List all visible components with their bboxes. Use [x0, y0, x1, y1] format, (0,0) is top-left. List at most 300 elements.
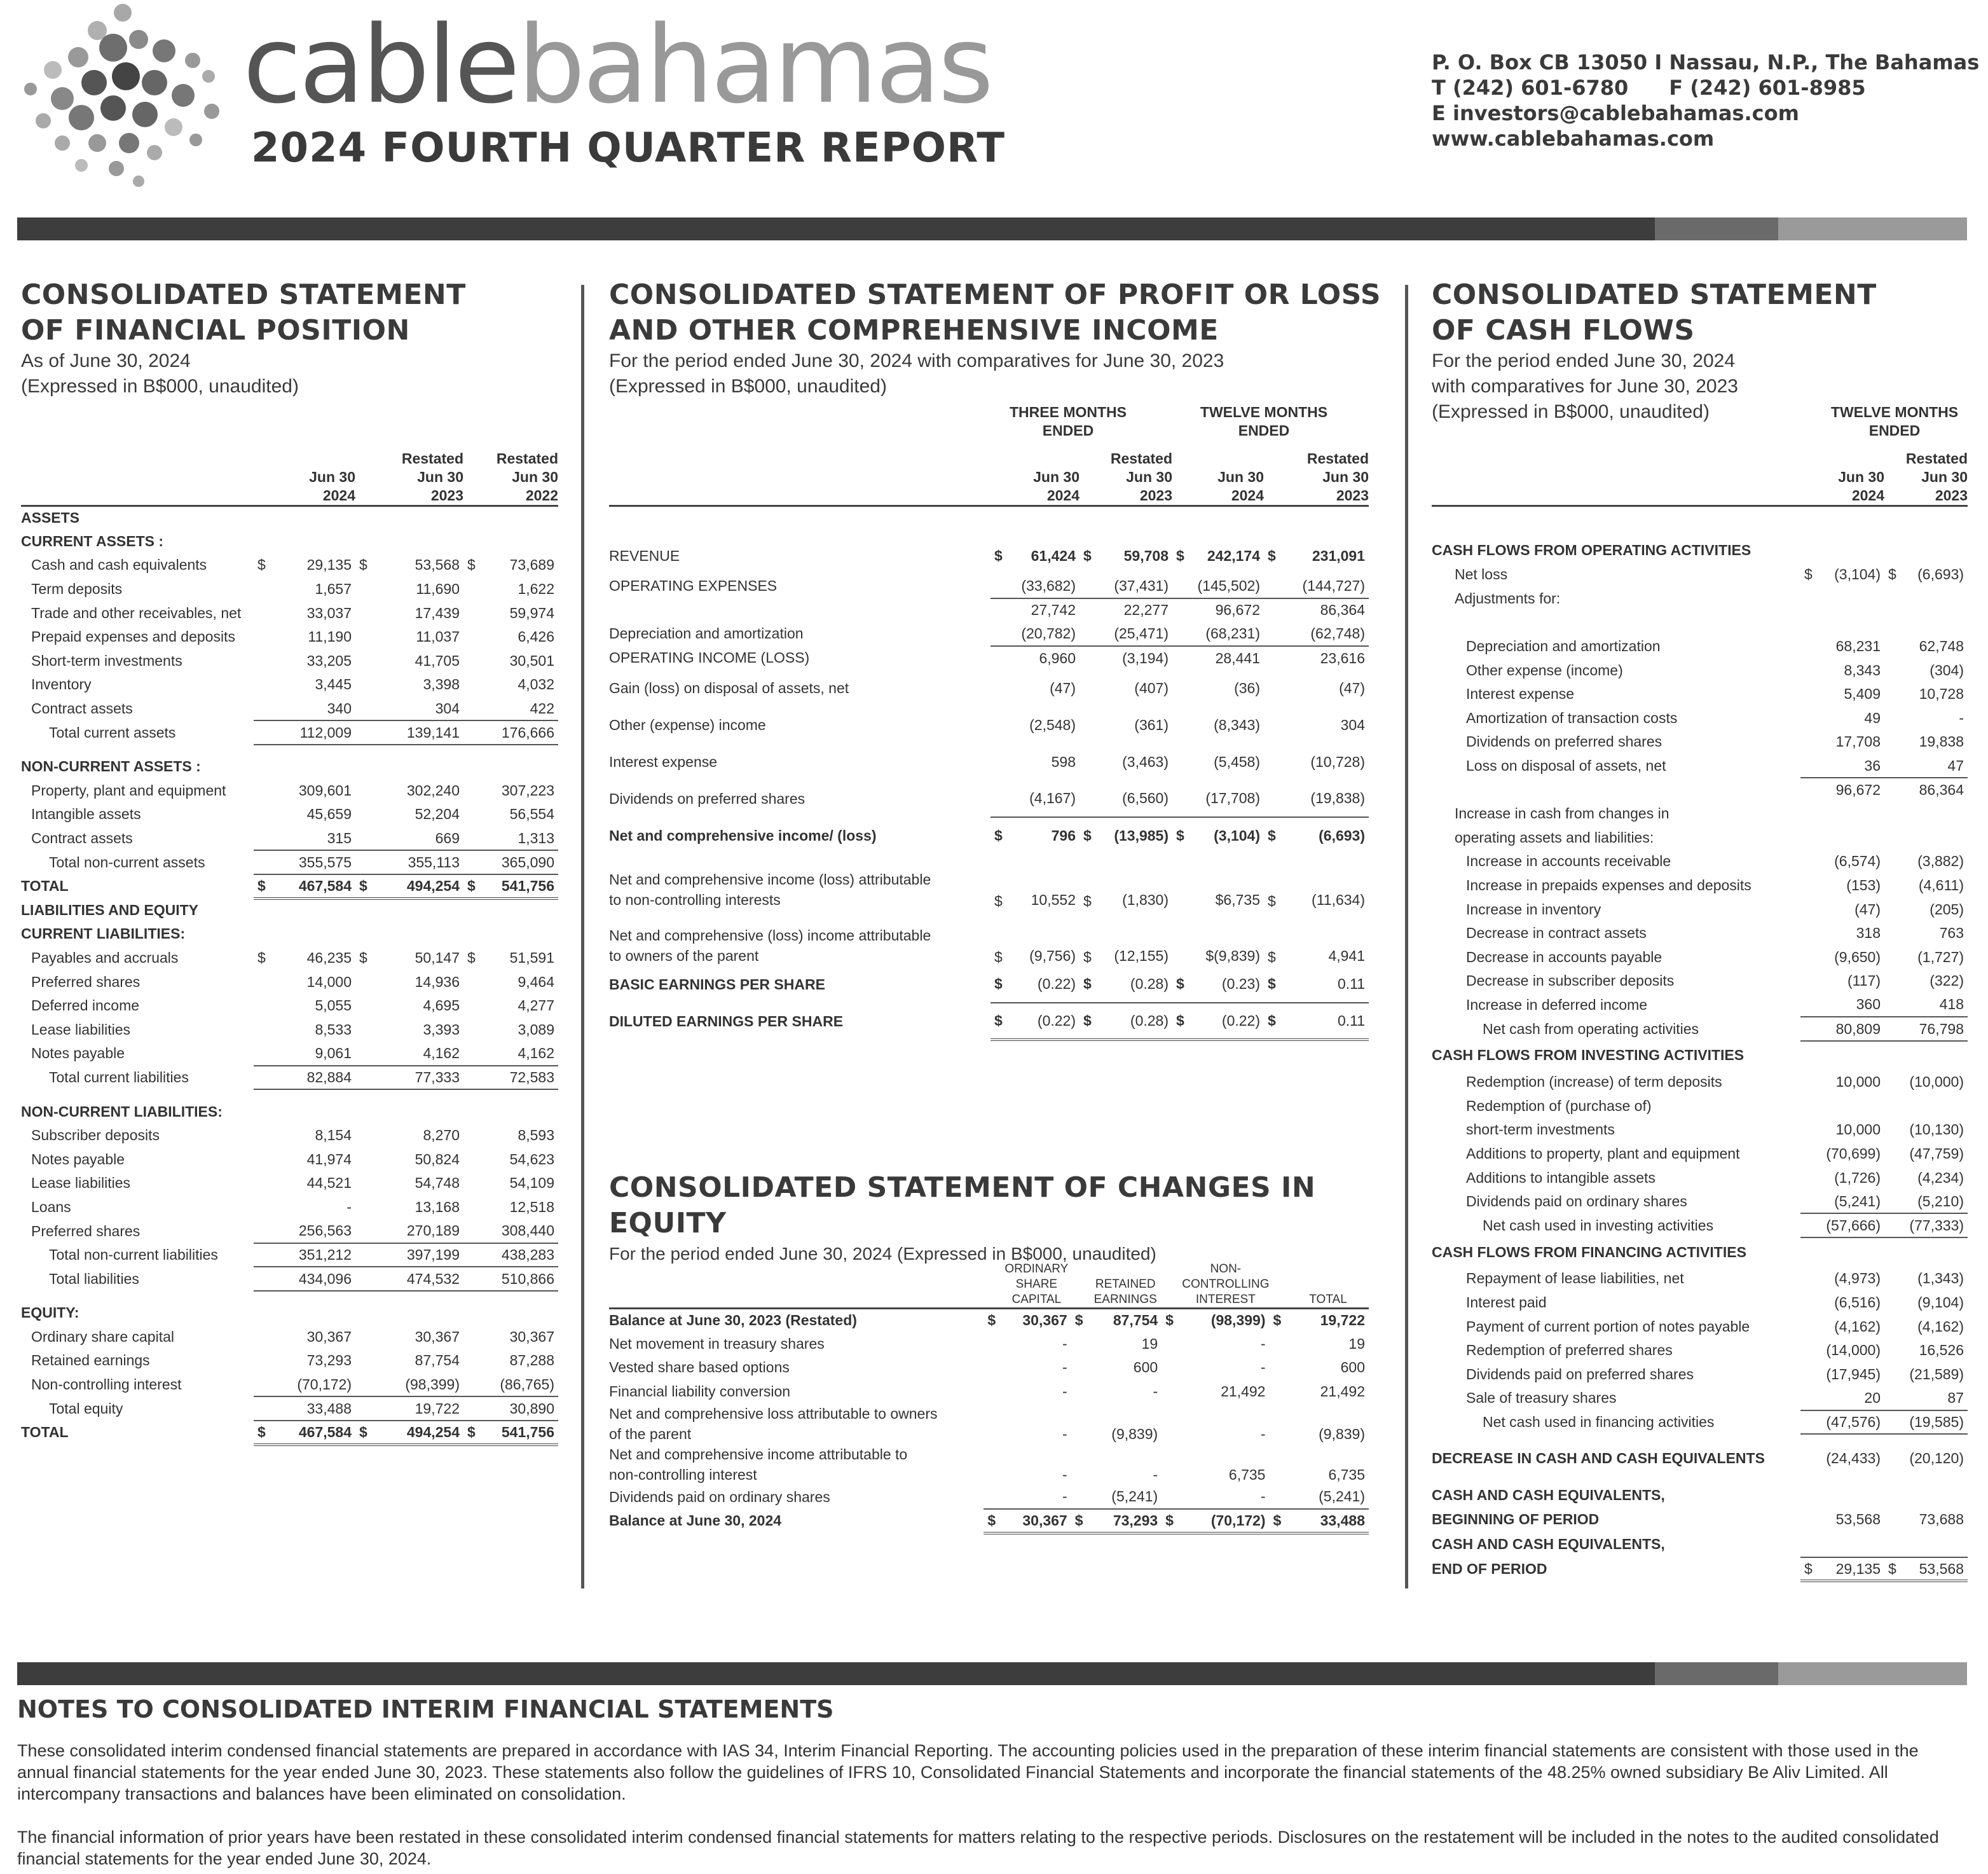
currency-sign	[1800, 1166, 1821, 1190]
currency-sign	[1884, 1291, 1905, 1315]
table-row	[1432, 682, 1968, 706]
cell-value: (361)	[1134, 716, 1169, 733]
currency-sign	[355, 994, 378, 1018]
fp-title-1: CONSOLIDATED STATEMENT	[21, 279, 466, 311]
pl-header-line: Jun 30	[1126, 468, 1172, 485]
table-row	[21, 577, 558, 602]
currency-sign	[254, 673, 271, 697]
row-label-text: Preferred shares	[31, 1222, 141, 1239]
currency-sign	[254, 1195, 271, 1220]
row-label-text: Other (expense) income	[609, 716, 766, 733]
row-label-text: BASIC EARNINGS PER SHARE	[609, 975, 825, 993]
table-row	[21, 1219, 558, 1243]
row-label	[609, 537, 991, 574]
row-label-text: Total non-current assets	[49, 853, 205, 871]
currency-sign	[991, 574, 1010, 598]
row-label	[609, 646, 991, 670]
cell-value: 30,367	[509, 1328, 554, 1345]
currency-sign	[1884, 1041, 1905, 1070]
cell-value: (5,241)	[1821, 1190, 1884, 1214]
table-row	[609, 910, 1369, 966]
currency-sign: $	[1083, 975, 1092, 993]
currency-sign	[355, 506, 378, 530]
cf-header-cur	[1884, 445, 1905, 506]
currency-sign	[463, 1396, 486, 1421]
table-row	[21, 697, 558, 721]
cell-value: 3,445	[315, 676, 352, 693]
row-label	[1432, 1267, 1800, 1291]
eq-header-line: NON-	[1210, 1262, 1242, 1276]
currency-sign	[463, 1349, 486, 1373]
cablebahamas-logo-icon	[18, 0, 221, 191]
cell-value: 4,941	[1328, 947, 1365, 965]
cell-value: (68,231)	[1194, 622, 1264, 646]
row-label-text: Increase in deferred income	[1466, 996, 1648, 1013]
table-row	[21, 506, 558, 530]
eq-header-row	[609, 1248, 1369, 1308]
currency-sign	[1884, 1190, 1905, 1214]
currency-sign	[1884, 850, 1905, 874]
fp-subtitle-1: As of June 30, 2024	[21, 350, 191, 371]
cell-value: 96,672	[1835, 782, 1881, 799]
cell-value: 302,240	[406, 782, 460, 799]
currency-sign	[1884, 754, 1905, 778]
pl-header-col-3	[1283, 445, 1369, 506]
currency-sign	[1172, 622, 1194, 646]
pl-header-line: Restated	[1306, 450, 1369, 467]
cell-value	[1905, 1094, 1968, 1118]
currency-sign	[463, 577, 486, 602]
currency-sign	[355, 1017, 378, 1042]
cell-value: 600	[1133, 1359, 1158, 1376]
currency-sign	[1172, 646, 1194, 670]
currency-sign	[1162, 1444, 1182, 1485]
cell-value: (304)	[1930, 661, 1964, 679]
cell-value: (33,682)	[1010, 574, 1080, 598]
currency-sign	[355, 1267, 378, 1291]
row-label	[609, 622, 991, 646]
currency-sign	[355, 755, 378, 779]
currency-sign: $	[1264, 817, 1283, 854]
currency-sign	[1800, 682, 1821, 706]
cell-value: 4,277	[518, 997, 554, 1014]
cell-value: 80,809	[1821, 1017, 1884, 1041]
cell-value: (3,463)	[1122, 753, 1169, 770]
pl-header-line: Restated	[1110, 450, 1172, 467]
cell-value: 87,754	[415, 1352, 460, 1369]
cell-value: 10,552	[1031, 892, 1076, 909]
row-label	[21, 1421, 254, 1445]
row-label-text: Net and comprehensive income attributable to	[609, 1446, 908, 1463]
cell-value: 270,189	[378, 1219, 463, 1243]
spacer	[609, 506, 1369, 537]
cell-value: 4,032	[518, 676, 554, 693]
row-label-text: Other expense (income)	[1466, 661, 1623, 679]
table-row	[1432, 587, 1968, 611]
currency-sign	[254, 1267, 271, 1291]
cell-value: 318	[1856, 925, 1881, 942]
row-label	[1432, 537, 1800, 563]
row-label	[1432, 946, 1800, 970]
cell-value: (0.28)	[1099, 1003, 1172, 1040]
cell-value: (10,728)	[1310, 753, 1365, 770]
currency-sign	[463, 1066, 486, 1090]
cell-value: 46,235	[306, 949, 352, 966]
spacer	[21, 1291, 558, 1301]
table-row	[1432, 850, 1968, 874]
contact-block	[1432, 50, 1979, 151]
row-label-text: OPERATING EXPENSES	[609, 577, 778, 595]
row-label	[1432, 587, 1800, 611]
cell-value: 12,518	[509, 1198, 554, 1215]
row-label	[21, 697, 254, 721]
cell-value: (13,985)	[1099, 817, 1172, 854]
report-title: 2024 FOURTH QUARTER REPORT	[251, 125, 1006, 172]
table-row	[21, 779, 558, 803]
currency-sign: $	[994, 949, 1003, 966]
row-label-text: Increase in accounts receivable	[1466, 853, 1671, 870]
table-row	[1432, 730, 1968, 754]
cell-value: (4,611)	[1918, 877, 1964, 894]
row-label	[21, 1066, 254, 1090]
table-row	[21, 755, 558, 779]
row-label-text-2: to owners of the parent	[609, 947, 759, 965]
cell-value: 242,174	[1207, 547, 1260, 564]
cell-value: 16,526	[1919, 1342, 1964, 1359]
cell-value: 14,936	[415, 973, 460, 990]
table-row	[1432, 658, 1968, 682]
row-label-text: Repayment of lease liabilities, net	[1466, 1270, 1684, 1287]
contact-web: www.cablebahamas.com	[1432, 127, 1715, 151]
fp-header-line: Jun 30	[417, 468, 463, 485]
row-label-text: Dividends on preferred shares	[1466, 733, 1662, 750]
cell-value	[1905, 1532, 1968, 1557]
pl-title-2: AND OTHER COMPREHENSIVE INCOME	[609, 314, 1219, 347]
cell-value: (77,333)	[1905, 1213, 1968, 1237]
changes-in-equity-table	[609, 1248, 1369, 1534]
pl-header-line: 2023	[1139, 486, 1172, 504]
pl-group-twelve-months: TWELVE MONTHS ENDED	[1200, 404, 1328, 439]
cell-value: 68,231	[1835, 638, 1881, 655]
row-label-text: Redemption of preferred shares	[1466, 1342, 1673, 1359]
cell-value: (9,756)	[1029, 947, 1076, 965]
currency-sign	[1269, 1332, 1287, 1356]
currency-sign	[1800, 826, 1821, 850]
table-row	[21, 1195, 558, 1220]
cell-value: 1,622	[518, 581, 554, 598]
currency-sign: $	[991, 1003, 1010, 1040]
currency-sign	[1884, 1434, 1905, 1482]
row-label	[21, 649, 254, 673]
cell-value: 355,113	[378, 850, 463, 874]
cell-value: 19	[1348, 1335, 1365, 1352]
pl-header-row	[609, 445, 1369, 506]
row-label-text: Payment of current portion of notes payable	[1466, 1318, 1750, 1335]
currency-sign	[1884, 969, 1905, 993]
row-label	[21, 755, 254, 779]
cell-value: (117)	[1847, 972, 1881, 989]
cell-value: 10,000	[1835, 1121, 1881, 1138]
currency-sign	[1800, 658, 1821, 682]
row-label-text: Net cash used in financing activities	[1483, 1413, 1715, 1430]
cell-value: -	[1062, 1359, 1067, 1376]
row-label-text: CURRENT ASSETS :	[21, 532, 164, 549]
currency-sign	[1269, 1485, 1287, 1509]
row-label	[1432, 897, 1800, 921]
currency-sign	[355, 1325, 378, 1349]
row-label	[1432, 921, 1800, 946]
cell-value: 41,705	[415, 652, 460, 669]
currency-sign: $	[1268, 949, 1276, 966]
row-label-text: Non-controlling interest	[31, 1376, 182, 1393]
row-label-text: TOTAL	[21, 878, 69, 895]
currency-sign	[1800, 1362, 1821, 1386]
cell-value: -	[1062, 1426, 1067, 1443]
currency-sign	[1884, 1070, 1905, 1094]
row-label-text: Vested share based options	[609, 1359, 790, 1376]
currency-sign	[254, 1066, 271, 1090]
cell-value: (4,162)	[1917, 1318, 1964, 1335]
row-label	[1432, 1508, 1800, 1532]
currency-sign	[991, 743, 1010, 780]
currency-sign	[1884, 802, 1905, 826]
row-label-text: Net loss	[1455, 566, 1508, 583]
cell-value: 434,096	[271, 1267, 355, 1291]
cell-value: (86,765)	[486, 1373, 558, 1397]
currency-sign	[355, 1042, 378, 1066]
cell-value: 3,398	[423, 676, 460, 693]
row-label-text: Increase in cash from changes in	[1455, 805, 1669, 822]
row-label-text: Lease liabilities	[31, 1021, 130, 1038]
row-label-text: Dividends paid on ordinary shares	[609, 1488, 830, 1505]
currency-sign	[1269, 1380, 1287, 1404]
table-row	[1432, 1339, 1968, 1363]
table-row	[1432, 802, 1968, 826]
currency-sign	[1800, 1434, 1821, 1482]
cell-value: (0.28)	[1130, 975, 1169, 993]
cell-value: 14,000	[306, 973, 352, 990]
row-label-text: Dividends paid on preferred shares	[1466, 1365, 1694, 1382]
currency-sign	[463, 1099, 486, 1124]
row-label-text: NON-CURRENT ASSETS :	[21, 758, 201, 775]
currency-sign	[1884, 1017, 1905, 1041]
cell-value: -	[1260, 1359, 1266, 1376]
pl-header-cur	[991, 445, 1010, 506]
currency-sign	[1800, 635, 1821, 659]
row-label	[1432, 1532, 1800, 1557]
cell-value: (153)	[1846, 877, 1881, 894]
row-label	[1432, 1291, 1800, 1315]
cell-value: 176,666	[486, 720, 558, 745]
cell-value: 9,061	[271, 1042, 355, 1066]
currency-sign	[1884, 1508, 1905, 1532]
cell-value: 3,089	[518, 1021, 554, 1038]
cell-value	[378, 899, 463, 923]
table-row	[609, 854, 1369, 910]
cell-value: -	[1062, 1383, 1067, 1400]
row-label-text: Sale of treasury shares	[1466, 1389, 1617, 1407]
cell-value: (8,343)	[1214, 716, 1260, 733]
cash-flows-table	[1432, 445, 1968, 1582]
row-label-text: Net and comprehensive (loss) income attributable	[609, 927, 931, 944]
currency-sign	[1071, 1485, 1090, 1509]
currency-sign	[355, 577, 378, 602]
row-label	[21, 1124, 254, 1148]
cell-value: 6,735	[1228, 1466, 1266, 1484]
currency-sign	[254, 1301, 271, 1325]
currency-sign	[1800, 802, 1821, 826]
cell-value: (36)	[1234, 679, 1260, 696]
currency-sign	[254, 1099, 271, 1124]
cell-value: 422	[486, 697, 558, 721]
spacer	[21, 1089, 558, 1099]
cell-value: 19,722	[1320, 1312, 1365, 1329]
row-label	[1432, 1213, 1800, 1237]
cell-value: 0.11	[1283, 1003, 1369, 1040]
cell-value	[271, 530, 355, 554]
currency-sign	[1080, 622, 1099, 646]
cell-value: (9,839)	[1111, 1426, 1158, 1443]
row-label	[21, 1147, 254, 1171]
cell-value: 87,754	[1113, 1312, 1158, 1329]
row-label	[1432, 610, 1800, 635]
currency-sign	[1800, 1237, 1821, 1267]
table-row	[1432, 1410, 1968, 1435]
cell-value: -	[346, 1198, 352, 1215]
currency-sign	[1800, 754, 1821, 778]
currency-sign	[254, 601, 271, 625]
eq-header-col-3	[1287, 1248, 1369, 1308]
row-label-text: Decrease in accounts payable	[1466, 948, 1662, 965]
table-row	[609, 646, 1369, 670]
fp-subtitle-2: (Expressed in B$000, unaudited)	[21, 376, 299, 397]
table-row	[21, 946, 558, 970]
cell-value: 62,748	[1919, 638, 1964, 655]
row-label-text: Intangible assets	[31, 806, 141, 823]
currency-sign	[254, 803, 271, 827]
cell-value: 467,584	[271, 1421, 355, 1445]
cell-value: (17,945)	[1826, 1365, 1881, 1382]
currency-sign	[355, 1147, 378, 1171]
currency-sign	[254, 1325, 271, 1349]
currency-sign	[1800, 1314, 1821, 1339]
currency-sign	[463, 1243, 486, 1267]
table-row	[21, 553, 558, 577]
cell-value: 77,333	[378, 1066, 463, 1090]
cell-value: (1,830)	[1122, 892, 1169, 909]
spacer-row	[609, 506, 1369, 537]
row-label-text: CASH AND CASH EQUIVALENTS,	[1432, 1486, 1665, 1503]
row-label	[21, 1301, 254, 1325]
table-row	[21, 1373, 558, 1397]
cell-value	[486, 922, 558, 946]
currency-sign	[254, 922, 271, 946]
row-label	[21, 970, 254, 994]
currency-sign	[1080, 646, 1099, 670]
table-row	[1432, 1362, 1968, 1386]
cell-value	[1821, 1237, 1884, 1267]
row-label	[21, 720, 254, 745]
row-label	[1432, 802, 1800, 826]
currency-sign	[991, 646, 1010, 670]
currency-sign: $	[1080, 1003, 1099, 1040]
currency-sign	[1172, 670, 1194, 706]
row-label-text: Total liabilities	[49, 1270, 139, 1287]
currency-sign	[463, 1147, 486, 1171]
table-row	[21, 994, 558, 1018]
row-label	[1432, 1166, 1800, 1190]
currency-sign	[1884, 1237, 1905, 1267]
currency-sign: $	[1083, 893, 1092, 910]
table-row	[21, 1017, 558, 1042]
cell-value: 33,488	[271, 1396, 355, 1421]
cell-value: -	[1182, 1485, 1269, 1509]
table-row	[21, 1325, 558, 1349]
cell-value: (57,666)	[1821, 1213, 1884, 1237]
cell-value: 6,960	[1039, 649, 1076, 666]
table-row	[609, 1356, 1369, 1380]
currency-sign	[463, 720, 486, 745]
cell-value: 59,974	[509, 604, 554, 621]
currency-sign	[1884, 730, 1905, 754]
row-label	[21, 1042, 254, 1066]
table-row	[21, 1349, 558, 1373]
currency-sign	[1800, 897, 1821, 921]
cell-value: 50,824	[415, 1150, 460, 1168]
row-label-text-2: to non-controlling interests	[609, 892, 781, 909]
cell-value: 50,147	[415, 949, 460, 966]
currency-sign	[254, 755, 271, 779]
pl-header-col-1	[1099, 445, 1172, 506]
pl-header-cur	[1172, 445, 1194, 506]
cell-value: -	[1260, 1426, 1266, 1443]
currency-sign	[1162, 1403, 1182, 1444]
currency-sign	[984, 1380, 1002, 1404]
cell-value: -	[1260, 1335, 1266, 1352]
currency-sign: $	[467, 556, 476, 574]
table-row	[21, 1301, 558, 1325]
eq-header-cur	[1071, 1248, 1090, 1308]
table-row	[609, 537, 1369, 574]
cell-value: (98,399)	[378, 1373, 463, 1397]
cell-value	[1821, 1532, 1884, 1557]
row-label-text: CASH FLOWS FROM FINANCING ACTIVITIES	[1432, 1243, 1746, 1260]
contact-address: P. O. Box CB 13050 I Nassau, N.P., The Bahamas	[1432, 50, 1980, 74]
cell-value: 30,501	[509, 652, 554, 669]
spacer	[21, 745, 558, 755]
table-row	[1432, 946, 1968, 970]
row-label	[1432, 1041, 1800, 1070]
cell-value: (0.22)	[1194, 1003, 1264, 1040]
table-row	[21, 530, 558, 554]
currency-sign	[984, 1356, 1002, 1380]
cf-header-cur	[1800, 445, 1821, 506]
currency-sign	[463, 1124, 486, 1148]
currency-sign	[1800, 1508, 1821, 1532]
currency-sign: $	[254, 1421, 271, 1445]
currency-sign: $	[994, 893, 1003, 910]
cell-value: 5,055	[315, 997, 352, 1014]
table-row	[609, 1332, 1369, 1356]
eq-header-blank	[609, 1248, 984, 1308]
table-row	[1432, 1482, 1968, 1508]
cell-value: 53,568	[415, 556, 460, 574]
cell-value: (17,708)	[1205, 790, 1260, 807]
row-label	[609, 670, 991, 706]
currency-sign: $	[1071, 1509, 1090, 1533]
cell-value: 308,440	[486, 1219, 558, 1243]
eq-header-line: SHARE	[1015, 1277, 1058, 1291]
